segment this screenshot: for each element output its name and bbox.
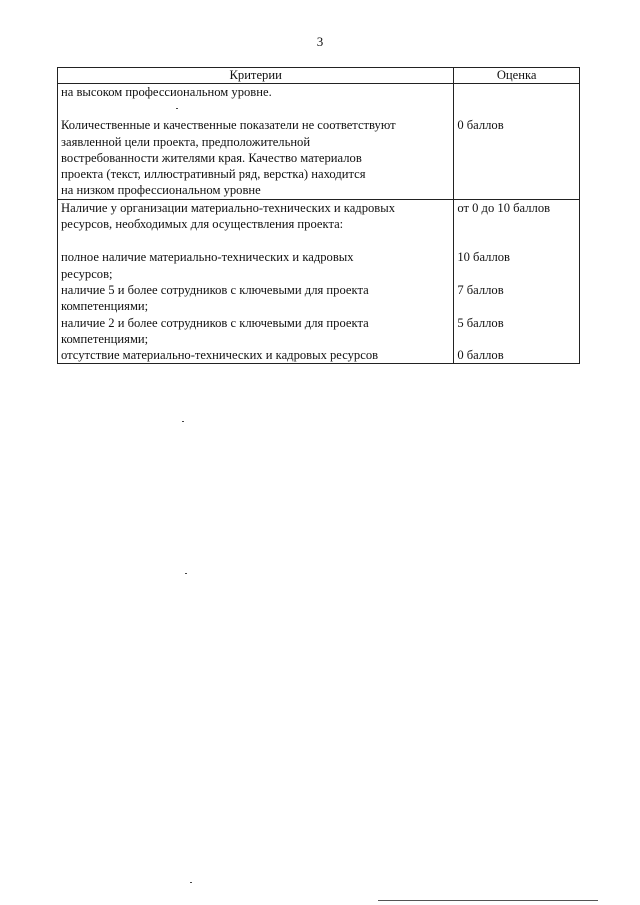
score-cell — [454, 199, 580, 364]
score-column-header: Оценка — [454, 68, 580, 84]
table-row — [58, 84, 580, 200]
scan-speck — [190, 882, 192, 883]
criteria-intro-line: Наличие у организации материально-технических и кадровых — [61, 200, 396, 215]
score-value: 10 баллов — [457, 250, 510, 265]
option-line: наличие 5 и более сотрудников с ключевыми для проекта — [61, 282, 369, 297]
table-header-row — [58, 68, 580, 84]
criteria-cell — [58, 84, 454, 200]
score-range: от 0 до 10 баллов — [457, 200, 551, 215]
criteria-line: Количественные и качественные показатели не соответствуют — [61, 118, 396, 133]
score-value: 0 баллов — [457, 348, 504, 363]
scan-speck — [185, 573, 187, 574]
scan-edge-line — [378, 900, 598, 901]
option-line: компетенциями; — [61, 331, 149, 346]
page-number: 3 — [316, 34, 324, 49]
criteria-table — [57, 67, 580, 364]
score-value: 0 баллов — [457, 118, 504, 133]
score-value: 7 баллов — [457, 282, 504, 297]
table-row — [58, 199, 580, 364]
score-cell — [454, 84, 580, 200]
score-value: 5 баллов — [457, 315, 504, 330]
option-line: отсутствие материально-технических и кадровых ресурсов — [61, 348, 379, 363]
criteria-line: проекта (текст, иллюстративный ряд, верстка) находится — [61, 167, 366, 182]
option-line: наличие 2 и более сотрудников с ключевыми для проекта — [61, 315, 369, 330]
criteria-intro-line: ресурсов, необходимых для осуществления проекта: — [61, 217, 344, 232]
criteria-cell — [58, 199, 454, 364]
criteria-line: заявленной цели проекта, предположительной — [61, 134, 311, 149]
scan-speck — [182, 421, 184, 422]
criteria-line: на высоком профессиональном уровне. — [61, 85, 272, 99]
option-line: ресурсов; — [61, 266, 113, 281]
option-line: полное наличие материально-технических и кадровых — [61, 250, 354, 265]
criteria-line: востребованности жителями края. Качество материалов — [61, 150, 362, 165]
criteria-column-header: Критерии — [58, 68, 454, 84]
scan-speck — [176, 108, 178, 109]
option-line: компетенциями; — [61, 299, 149, 314]
criteria-line: на низком профессиональном уровне — [61, 183, 261, 198]
